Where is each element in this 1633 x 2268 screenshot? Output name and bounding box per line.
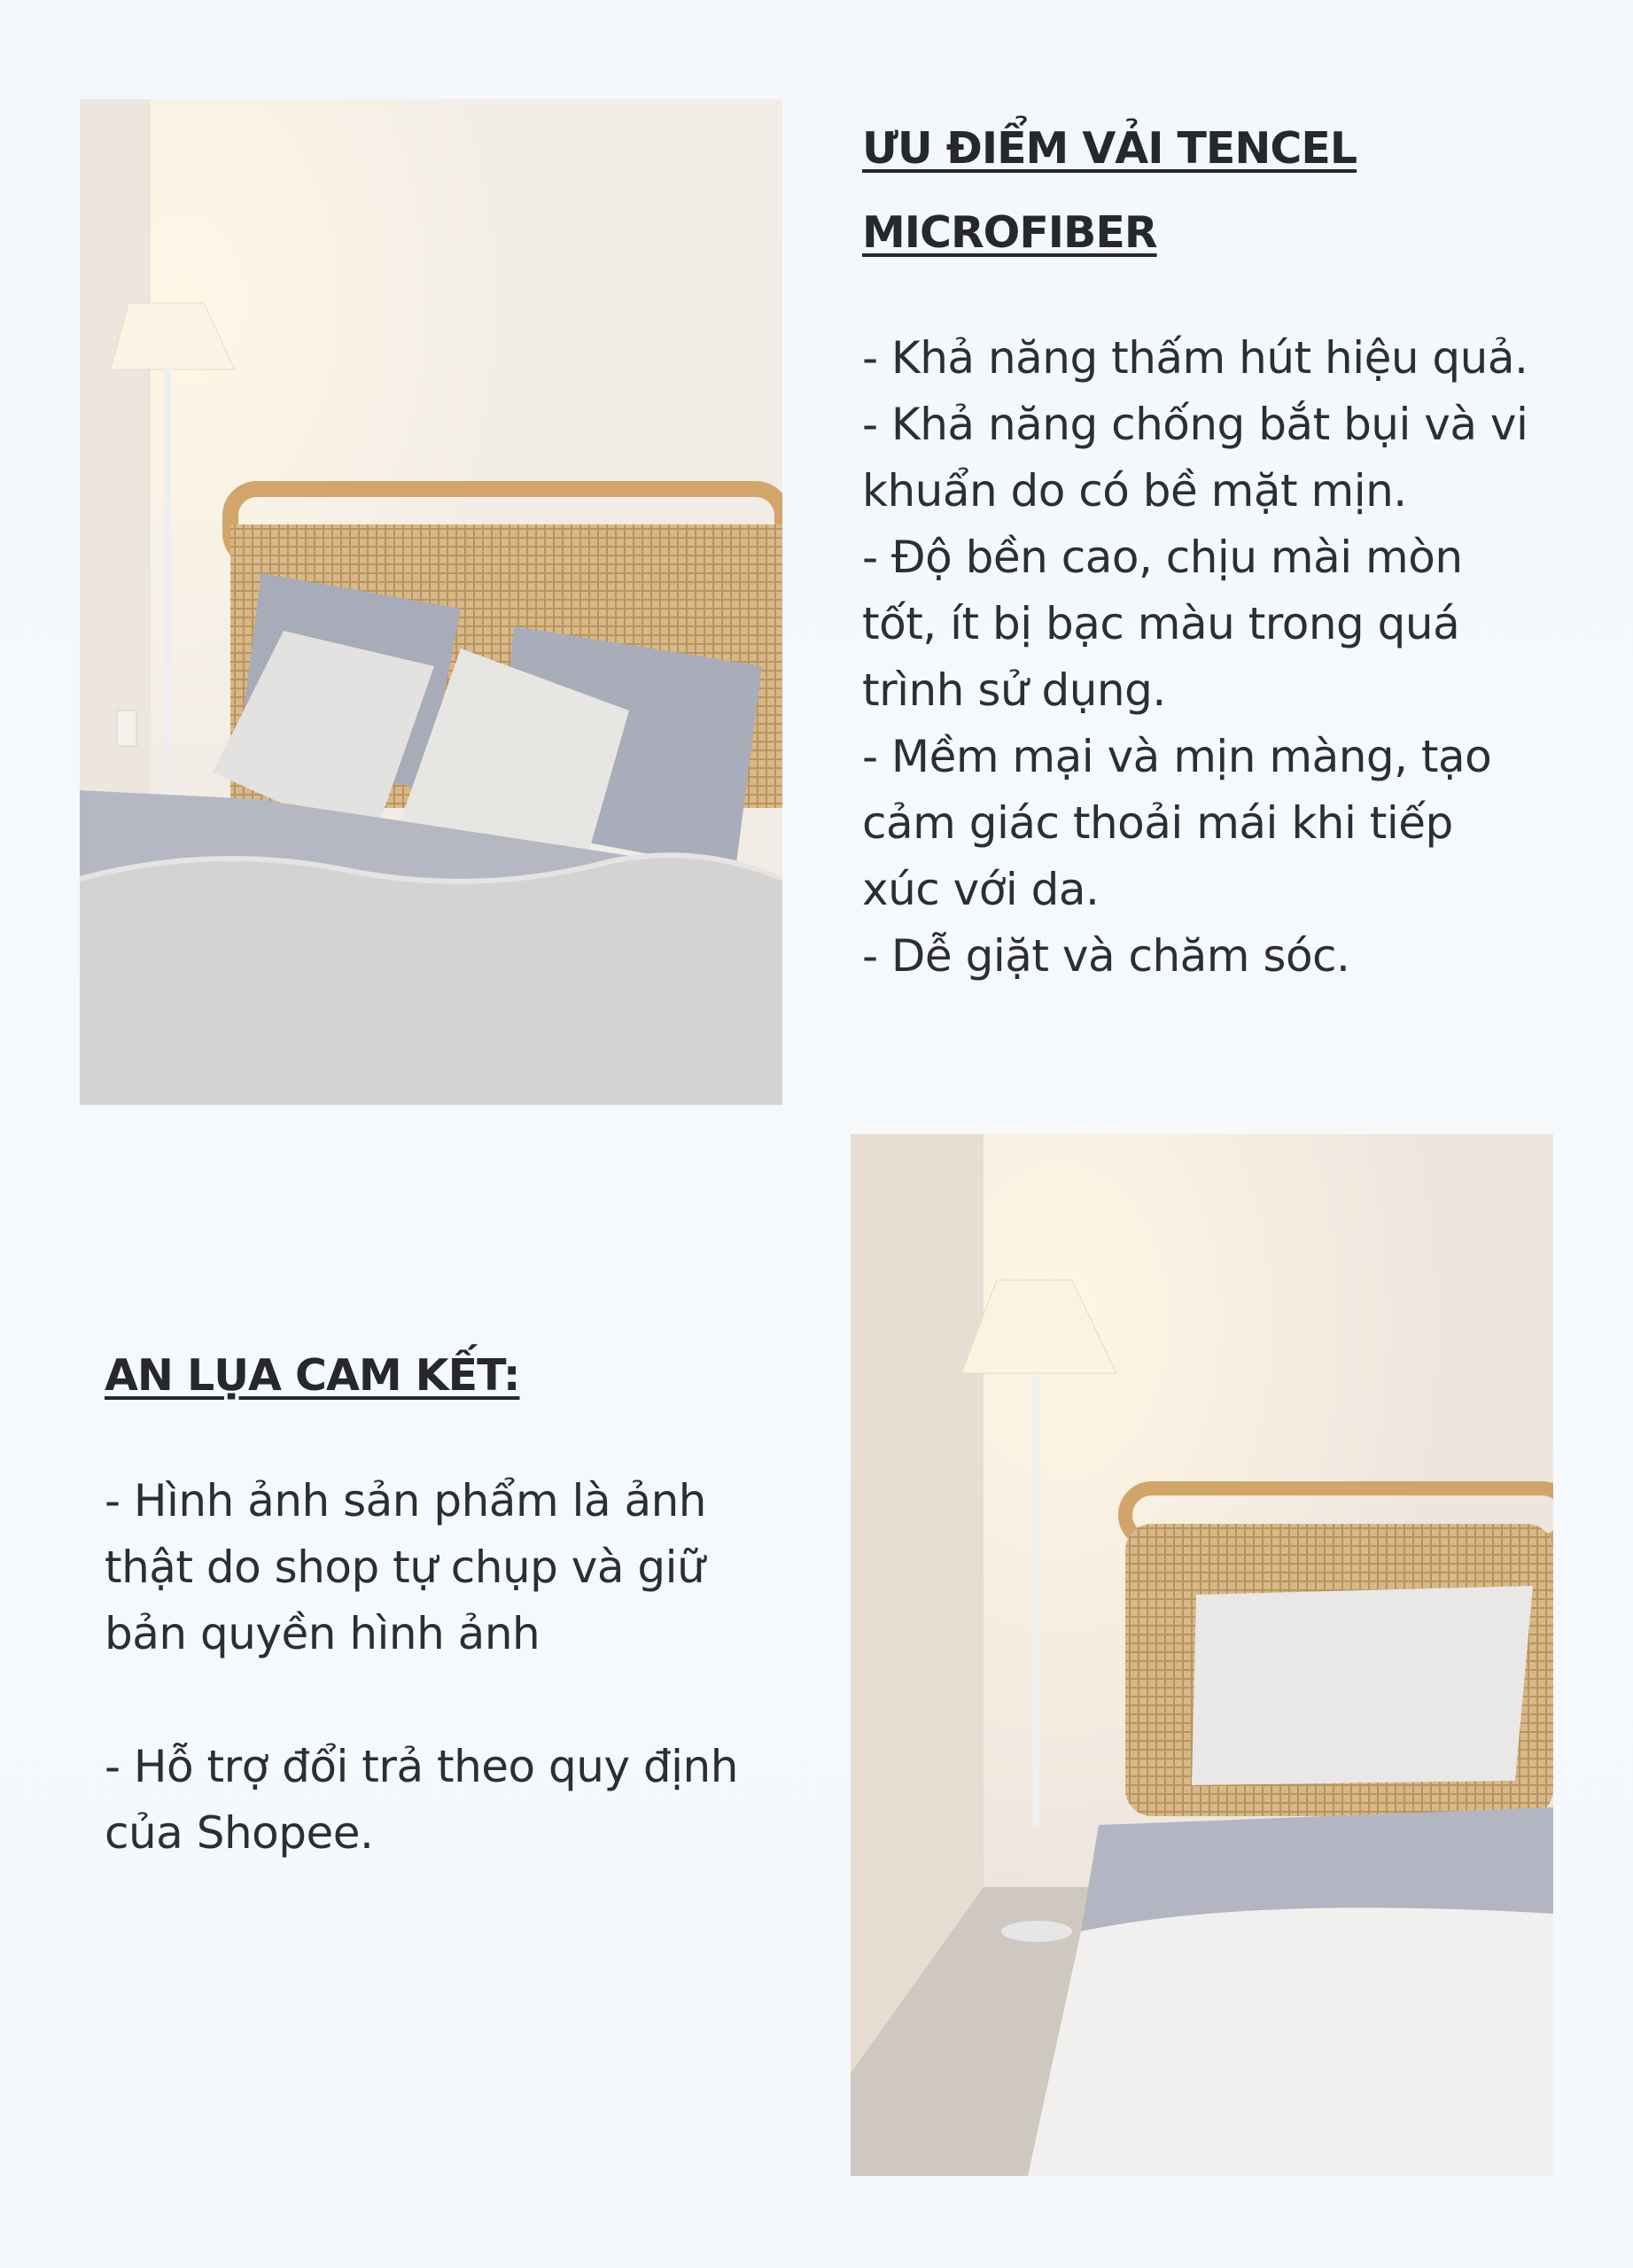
- advantages-line: - Mềm mại và mịn màng, tạo: [862, 731, 1492, 782]
- advantages-line: - Khả năng thấm hút hiệu quả.: [862, 332, 1528, 384]
- commitment-line: bản quyền hình ảnh: [105, 1608, 540, 1659]
- advantages-line: - Dễ giặt và chăm sóc.: [862, 930, 1350, 982]
- advantages-line: khuẩn do có bề mặt mịn.: [862, 465, 1407, 517]
- advantages-line: - Độ bền cao, chịu mài mòn: [862, 532, 1463, 583]
- commitment-line: thật do shop tự chụp và giữ: [105, 1542, 705, 1593]
- bedroom-photo-top: [80, 99, 782, 1105]
- commitment-line: - Hình ảnh sản phẩm là ảnh: [105, 1475, 706, 1526]
- advantages-line: cảm giác thoải mái khi tiếp: [862, 797, 1453, 849]
- advantages-line: xúc với da.: [862, 864, 1100, 915]
- advantages-line: trình sử dụng.: [862, 664, 1166, 716]
- commitment-section: [105, 1333, 813, 1867]
- advantages-heading-line2: MICROFIBER: [862, 207, 1157, 258]
- commitment-line: của Shopee.: [105, 1807, 374, 1859]
- advantages-heading-line1: ƯU ĐIỂM VẢI TENCEL: [862, 123, 1357, 174]
- spacer: [105, 1667, 813, 1734]
- advantages-list: [862, 325, 1571, 990]
- advantages-section: [862, 106, 1571, 990]
- bedroom-photo-bottom: [851, 1134, 1553, 2176]
- commitment-list: [105, 1468, 813, 1867]
- bedroom-photo-icon: [80, 99, 782, 1105]
- advantages-line: tốt, ít bị bạc màu trong quá: [862, 598, 1460, 649]
- commitment-line: - Hỗ trợ đổi trả theo quy định: [105, 1741, 738, 1792]
- advantages-line: - Khả năng chống bắt bụi và vi: [862, 399, 1528, 450]
- commitment-heading: AN LỤA CAM KẾT:: [105, 1350, 520, 1401]
- bedroom-photo-icon: [851, 1134, 1553, 2176]
